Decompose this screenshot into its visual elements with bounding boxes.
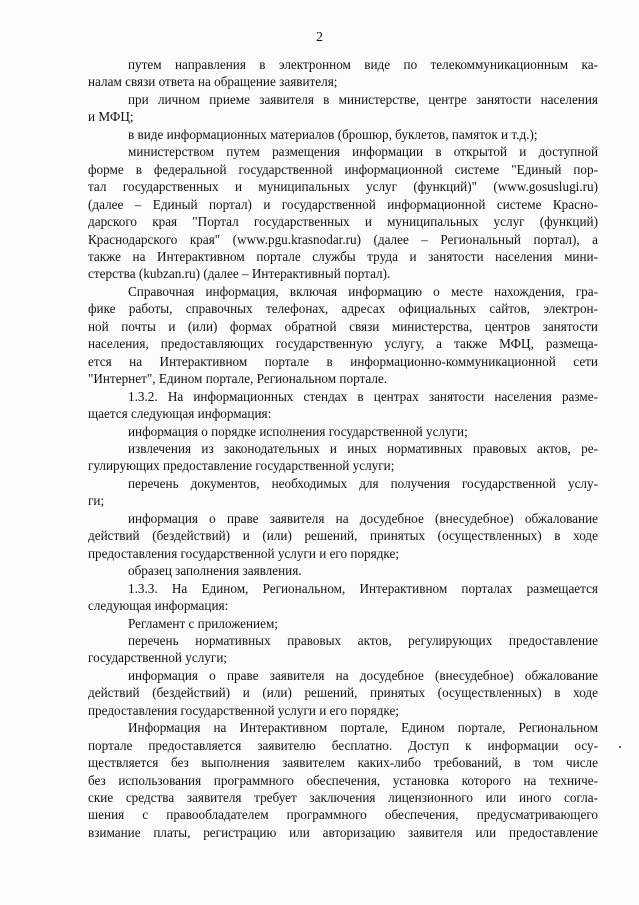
text-line: Справочная информация, включая информацию о месте нахождения, гра- (128, 283, 598, 299)
paragraph (88, 126, 598, 143)
text-line: Регламент с приложением; (128, 615, 278, 631)
paragraph (88, 562, 598, 579)
page-number: 2 (316, 30, 323, 45)
text-line: при личном приеме заявителя в министерстве, центре занятости населения (128, 91, 598, 107)
text-line: ги; (88, 493, 105, 509)
text-line: образец заполнения заявления. (128, 563, 302, 579)
text-line: информация о праве заявителя на досудебное (внесудебное) обжалование (128, 667, 598, 683)
text-line: щается следующая информация: (88, 406, 272, 422)
text-line: действий (бездействий) и (или) решений, принятых (осуществленных) в ходе (88, 528, 598, 544)
paragraph (88, 388, 598, 423)
text-line: взимание платы, регистрацию или авторизацию заявителя или предоставление (88, 824, 598, 840)
paragraph (88, 667, 598, 719)
text-line: ется на Интерактивном портале в информационно-коммуникационной сети (88, 353, 598, 369)
paragraph (88, 283, 598, 388)
text-line: перечень документов, необходимых для получения государственной услу- (128, 475, 598, 491)
paragraph (88, 143, 598, 283)
text-line: ществляется без выполнения заявителем каких-либо требований, в том числе (88, 755, 598, 771)
text-line: Информация на Интерактивном портале, Едином портале, Региональном (128, 720, 598, 736)
paragraph (88, 615, 598, 632)
text-line: в виде информационных материалов (брошюр, буклетов, памяток и т.д.); (128, 126, 538, 142)
paragraph (88, 91, 598, 126)
text-line: 1.3.2. На информационных стендах в центрах занятости населения разме- (128, 388, 598, 404)
text-line: извлечения из законодательных и иных нормативных правовых актов, ре- (128, 440, 598, 456)
text-line: путем направления в электронном виде по телекоммуникационным ка- (128, 57, 598, 72)
paragraph (88, 632, 598, 667)
text-line: государственной услуги; (88, 650, 228, 666)
text-line: фике работы, справочных телефонах, адресах официальных сайтов, электрон- (88, 301, 598, 317)
text-line: форме в федеральной государственной информационной системе "Единый пор- (88, 161, 598, 177)
paragraph (88, 423, 598, 440)
text-line: информация о праве заявителя на досудебное (внесудебное) обжалование (128, 510, 598, 526)
text-line: стерства (kubzan.ru) (далее – Интерактивный портал). (88, 266, 391, 282)
text-line: предоставления государственной услуги и его порядке; (88, 702, 400, 718)
text-line: и МФЦ; (88, 109, 134, 125)
text-line: предоставления государственной услуги и его порядке; (88, 545, 400, 561)
text-line: министерством путем размещения информации в открытой и доступной (128, 144, 598, 160)
text-line: следующая информация: (88, 598, 229, 614)
paragraph (88, 719, 598, 841)
text-line: дарского края "Портал государственных и муниципальных услуг (функций) (88, 214, 598, 230)
text-line: ной почты и (или) формах обратной связи министерства, центров занятости (88, 318, 598, 334)
text-line: населения, предоставляющих государственную услугу, а также МФЦ, размеща- (88, 336, 598, 352)
text-line: тал государственных и муниципальных услуг (функций)" (www.gosuslugi.ru) (88, 179, 598, 195)
text-line: Краснодарского края" (www.pgu.krasnodar.ru) (далее – Региональный портал), а (88, 231, 598, 247)
text-line: ские средства заявителя требует заключения лицензионного или иного согла- (88, 790, 598, 806)
paragraph (88, 475, 598, 510)
text-line: без использования программного обеспечения, установка которого на техниче- (88, 772, 598, 788)
paragraph (88, 440, 598, 475)
scan-speck (619, 746, 621, 748)
paragraph (88, 510, 598, 562)
text-line: шения с правообладателем программного обеспечения, предусматривающего (88, 807, 598, 823)
text-line: информация о порядке исполнения государственной услуги; (128, 423, 468, 439)
text-line: также на Интерактивном портале службы труда и занятости населения мини- (88, 248, 598, 264)
text-line: перечень нормативных правовых актов, регулирующих предоставление (128, 632, 598, 648)
text-line: "Интернет", Едином портале, Региональном портале. (88, 371, 388, 387)
document-body (88, 56, 598, 841)
text-line: налам связи ответа на обращение заявителя; (88, 74, 338, 90)
text-line: гулирующих предоставление государственной услуги; (88, 458, 395, 474)
text-line: (далее – Единый портал) и государственной информационной системе Красно- (88, 196, 598, 212)
paragraph (88, 56, 598, 91)
paragraph (88, 580, 598, 615)
text-line: 1.3.3. На Едином, Региональном, Интерактивном порталах размещается (128, 580, 598, 596)
text-line: действий (бездействий) и (или) решений, принятых (осуществленных) в ходе (88, 685, 598, 701)
text-line: портале предоставляется заявителю бесплатно. Доступ к информации осу- (88, 737, 598, 753)
